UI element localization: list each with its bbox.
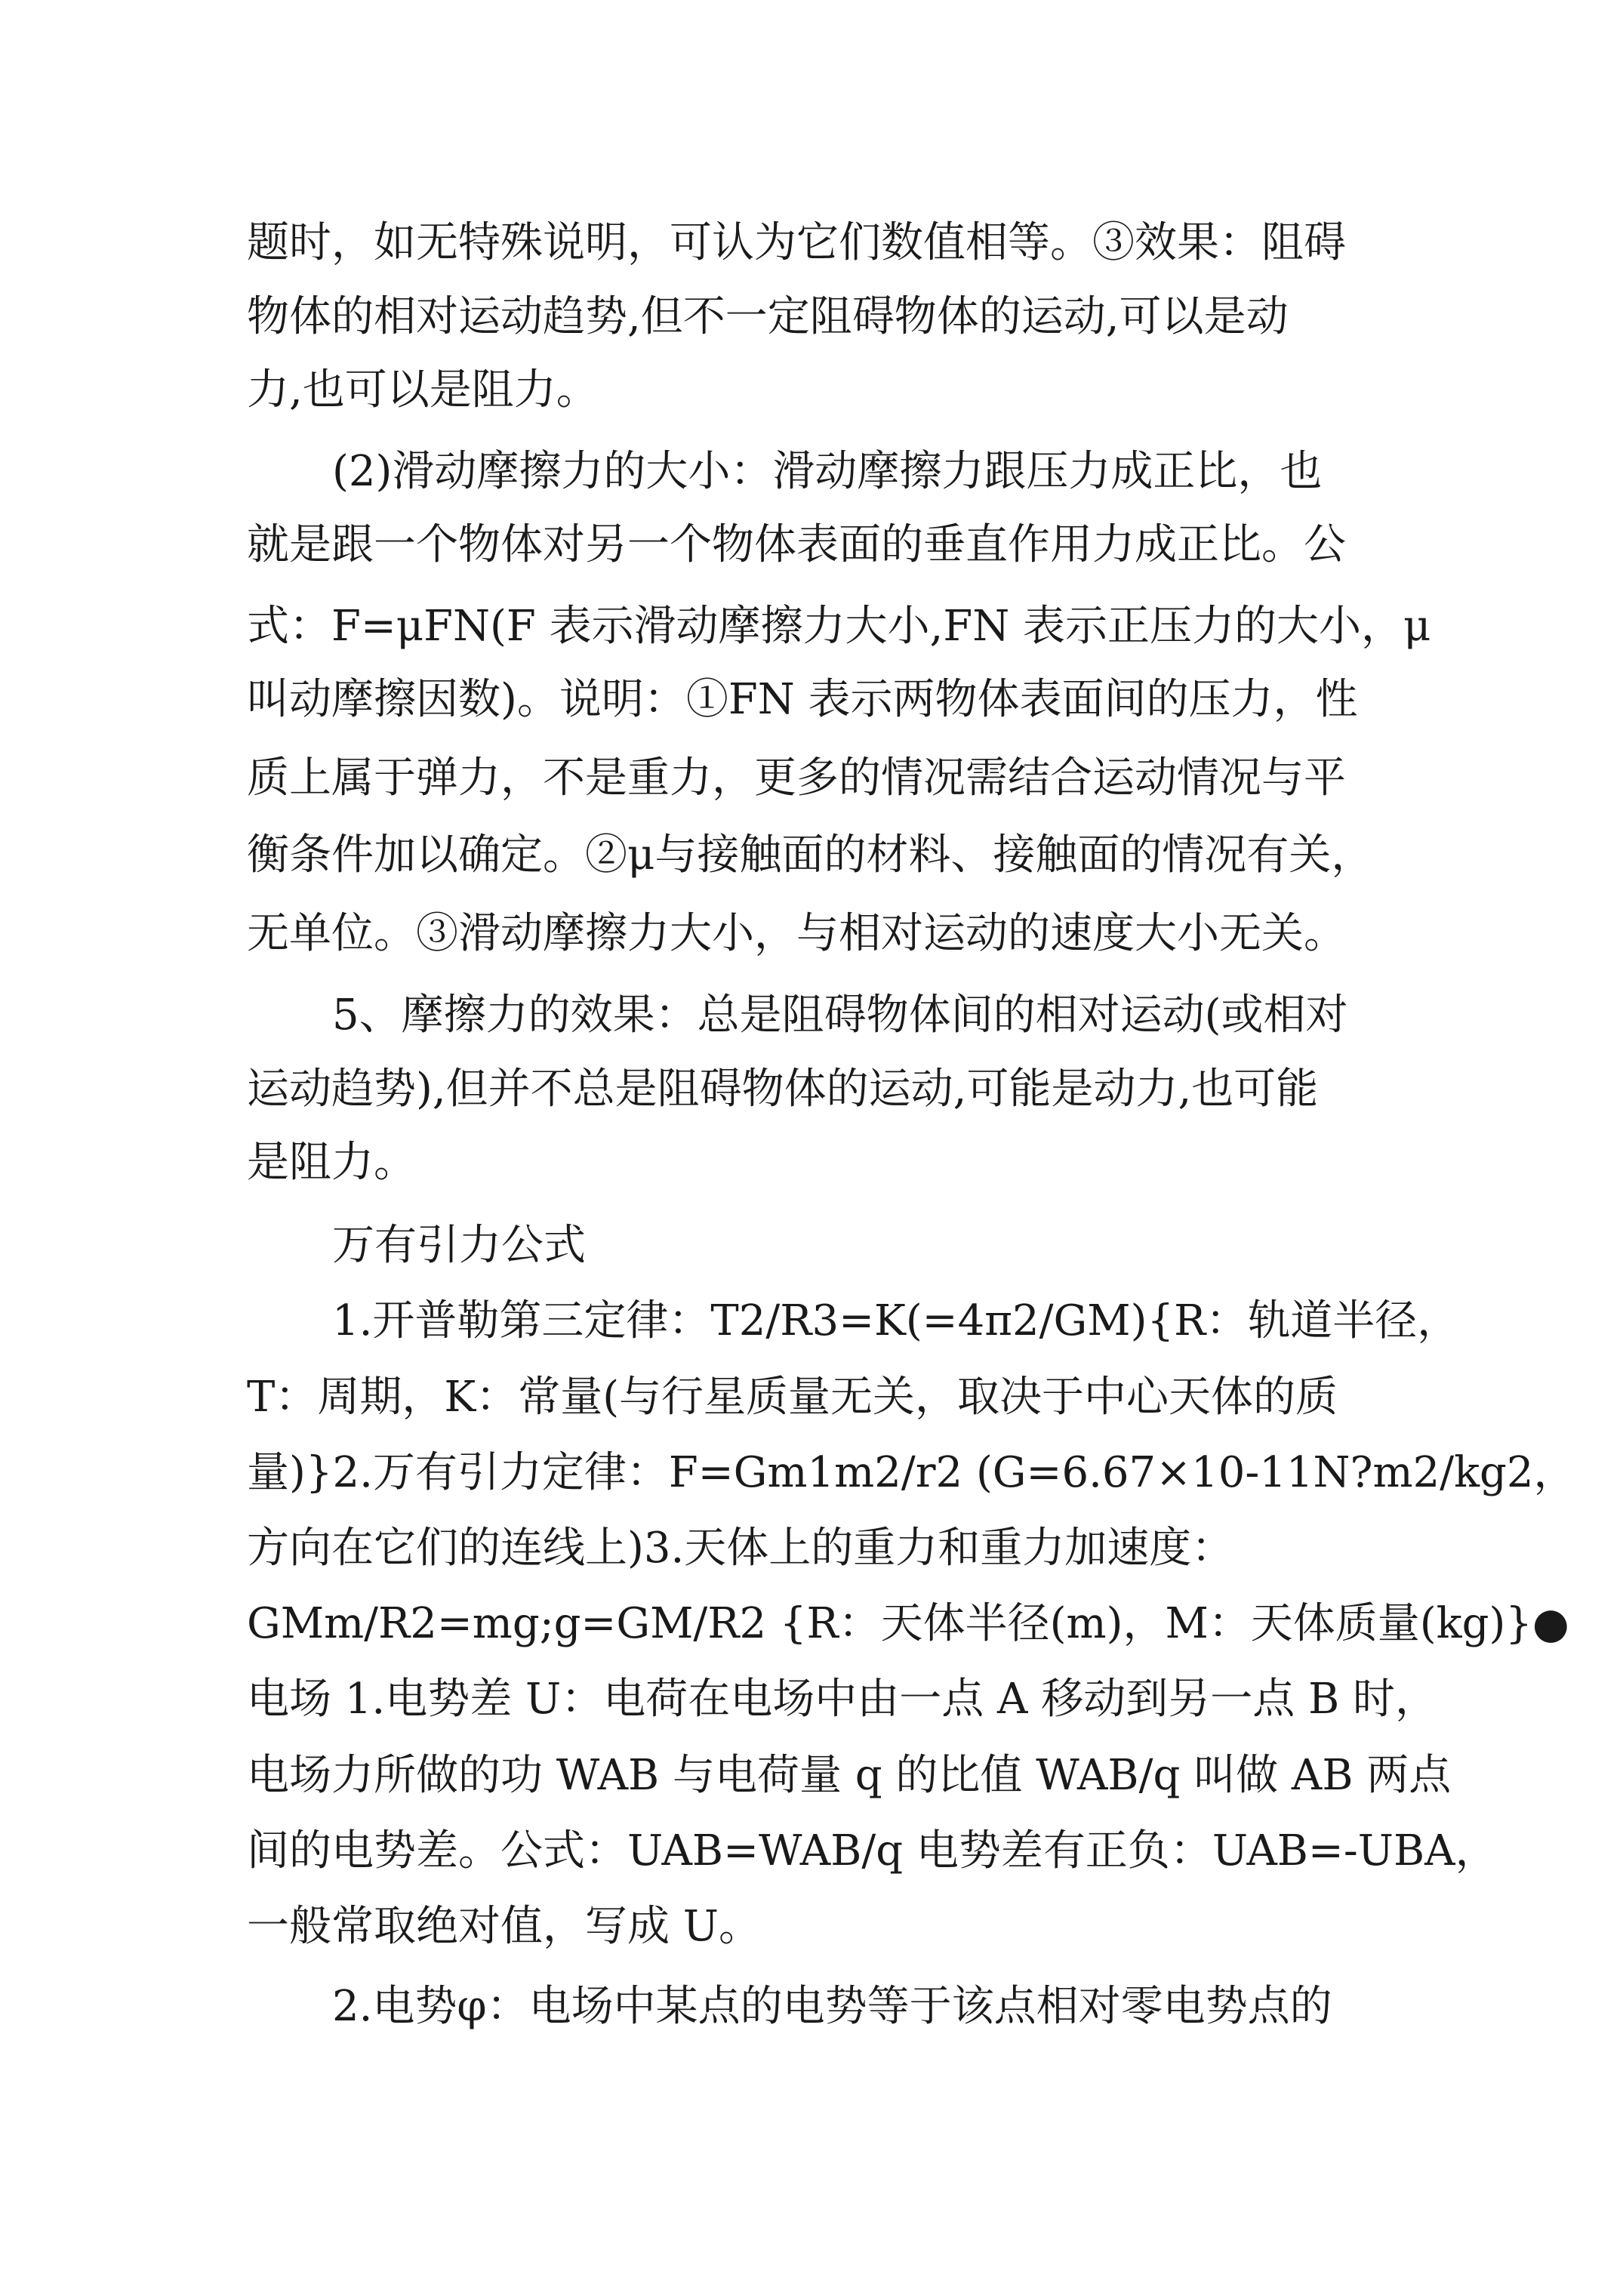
text-line-16: T：周期，K：常量(与行星质量无关，取决于中心天体的质	[247, 1373, 1338, 1422]
text-line-1: 题时，如无特殊说明，可认为它们数值相等。③效果：阻碍	[247, 218, 1346, 267]
text-line-11: 5、摩擦力的效果：总是阻碍物体间的相对运动(或相对	[332, 991, 1348, 1040]
text-line-17: 量)}2.万有引力定律：F=Gm1m2/r2 (G=6.67×10-11N?m2/kg2，	[247, 1448, 1576, 1497]
text-line-5: 就是跟一个物体对另一个物体表面的垂直作用力成正比。公	[247, 520, 1346, 569]
text-line-7: 叫动摩擦因数)。说明：①FN 表示两物体表面间的压力，性	[247, 675, 1358, 724]
text-line-6: 式：F=μFN(F 表示滑动摩擦力大小,FN 表示正压力的大小，μ	[247, 602, 1431, 651]
text-line-3: 力,也可以是阻力。	[247, 365, 599, 415]
text-line-23: 一般常取绝对值，写成 U。	[247, 1902, 761, 1951]
text-line-20: 电场 1.电势差 U：电荷在电场中由一点 A 移动到另一点 B 时，	[247, 1675, 1438, 1724]
text-line-15: 1.开普勒第三定律：T2/R3=K(=4π2/GM){R：轨道半径，	[332, 1296, 1460, 1345]
text-line-21: 电场力所做的功 WAB 与电荷量 q 的比值 WAB/q 叫做 AB 两点	[247, 1751, 1452, 1800]
text-line-19: GMm/R2=mg;g=GM/R2 {R：天体半径(m)，M：天体质量(kg)}●	[247, 1599, 1569, 1648]
text-line-24: 2.电势φ：电场中某点的电势等于该点相对零电势点的	[332, 1982, 1332, 2031]
text-line-4: (2)滑动摩擦力的大小：滑动摩擦力跟压力成正比，也	[332, 447, 1323, 496]
text-line-18: 方向在它们的连线上)3.天体上的重力和重力加速度：	[247, 1524, 1234, 1573]
text-line-8: 质上属于弹力，不是重力，更多的情况需结合运动情况与平	[247, 754, 1346, 803]
section-heading: 万有引力公式	[332, 1221, 586, 1270]
text-line-2: 物体的相对运动趋势,但不一定阻碍物体的运动,可以是动	[247, 292, 1289, 341]
text-line-9: 衡条件加以确定。②μ与接触面的材料、接触面的情况有关，	[247, 831, 1374, 880]
text-line-10: 无单位。③滑动摩擦力大小，与相对运动的速度大小无关。	[247, 909, 1346, 958]
text-line-12: 运动趋势),但并不总是阻碍物体的运动,可能是动力,也可能	[247, 1065, 1319, 1114]
text-line-22: 间的电势差。公式：UAB=WAB/q 电势差有正负：UAB=-UBA，	[247, 1826, 1498, 1875]
text-line-13: 是阻力。	[247, 1138, 416, 1187]
